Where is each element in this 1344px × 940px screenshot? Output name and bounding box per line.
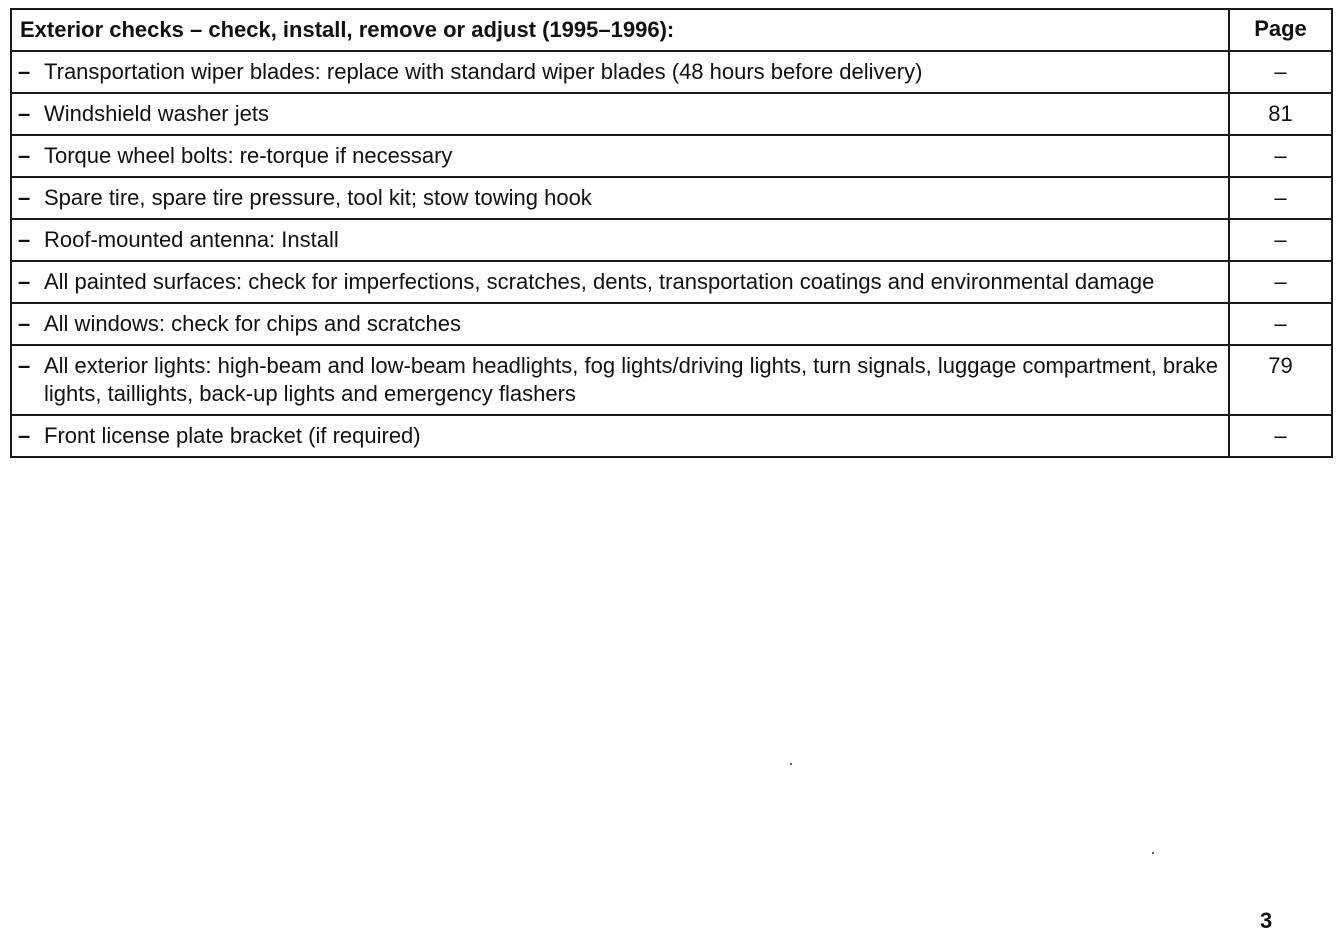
item-text: All exterior lights: high-beam and low-beam headlights, fog lights/driving lights, turn signals, luggage compartment, brake lights, taillights, back-up lights and emergency flashers (44, 353, 1218, 406)
scan-speck (790, 763, 792, 765)
item-cell (11, 415, 1229, 457)
dash-marker: – (18, 269, 31, 294)
page-ref: – (1229, 415, 1332, 457)
item-cell (11, 51, 1229, 93)
dash-marker: – (18, 143, 31, 168)
item-text: All painted surfaces: check for imperfections, scratches, dents, transportation coatings and environmental damage (44, 269, 1155, 294)
item-text: All windows: check for chips and scratches (44, 311, 461, 336)
item-text: Torque wheel bolts: re-torque if necessary (44, 143, 453, 168)
dash-marker: – (18, 311, 31, 336)
page-ref: – (1229, 219, 1332, 261)
item-text: Windshield washer jets (44, 101, 269, 126)
item-cell (11, 219, 1229, 261)
page-ref: – (1229, 261, 1332, 303)
page-column-header: Page (1229, 9, 1332, 51)
item-cell (11, 135, 1229, 177)
table-title: Exterior checks – check, install, remove or adjust (1995–1996): (11, 9, 1229, 51)
table-row (11, 51, 1332, 93)
table-row (11, 415, 1332, 457)
table-row (11, 261, 1332, 303)
dash-marker: – (18, 185, 31, 210)
table-row (11, 345, 1332, 415)
item-text: Spare tire, spare tire pressure, tool kit; stow towing hook (44, 185, 592, 210)
item-text: Transportation wiper blades: replace with standard wiper blades (48 hours before delivery) (44, 59, 923, 84)
dash-marker: – (18, 227, 31, 252)
item-cell (11, 345, 1229, 415)
page-number: 3 (1260, 908, 1273, 933)
item-cell (11, 303, 1229, 345)
page-ref: 81 (1229, 93, 1332, 135)
table-header-row (11, 9, 1332, 51)
page-ref: 79 (1229, 345, 1332, 415)
dash-marker: – (18, 59, 31, 84)
item-cell (11, 261, 1229, 303)
item-cell (11, 177, 1229, 219)
page-ref: – (1229, 177, 1332, 219)
page-ref: – (1229, 51, 1332, 93)
item-text: Roof-mounted antenna: Install (44, 227, 339, 252)
table-row (11, 219, 1332, 261)
table-row (11, 303, 1332, 345)
dash-marker: – (18, 423, 31, 448)
dash-marker: – (18, 353, 31, 378)
exterior-checks-table (10, 8, 1333, 458)
item-cell (11, 93, 1229, 135)
dash-marker: – (18, 101, 31, 126)
table-row (11, 135, 1332, 177)
table-row (11, 177, 1332, 219)
scan-speck (1152, 852, 1154, 854)
page-ref: – (1229, 135, 1332, 177)
item-text: Front license plate bracket (if required) (44, 423, 421, 448)
table-row (11, 93, 1332, 135)
page-ref: – (1229, 303, 1332, 345)
